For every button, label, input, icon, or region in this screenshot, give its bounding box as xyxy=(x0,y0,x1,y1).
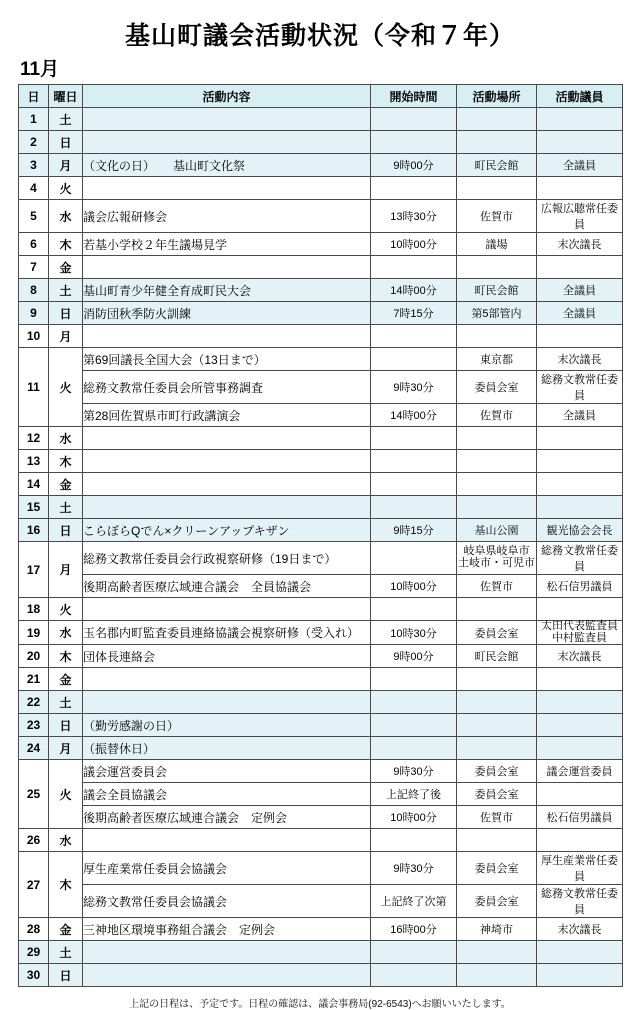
cell-members: 太田代表監査員 中村監査員 xyxy=(537,621,623,645)
cell-activity xyxy=(83,964,371,987)
cell-place xyxy=(457,598,537,621)
cell-activity xyxy=(83,598,371,621)
cell-place: 神埼市 xyxy=(457,918,537,941)
cell-members: 議会運営委員 xyxy=(537,760,623,783)
cell-day: 2 xyxy=(19,131,49,154)
table-row xyxy=(19,496,623,519)
cell-activity: 後期高齢者医療広域連合議会 定例会 xyxy=(83,806,371,829)
cell-start-time xyxy=(371,348,457,371)
cell-day: 11 xyxy=(19,348,49,427)
table-row xyxy=(19,885,623,918)
table-row xyxy=(19,427,623,450)
cell-start-time: 14時00分 xyxy=(371,404,457,427)
table-row xyxy=(19,783,623,806)
cell-start-time xyxy=(371,737,457,760)
cell-members: 末次議長 xyxy=(537,233,623,256)
table-row xyxy=(19,348,623,371)
cell-activity xyxy=(83,177,371,200)
cell-weekday: 土 xyxy=(49,941,83,964)
header-activity: 活動内容 xyxy=(83,85,371,108)
cell-day: 7 xyxy=(19,256,49,279)
cell-place: 佐賀市 xyxy=(457,575,537,598)
cell-activity: 三神地区環境事務組合議会 定例会 xyxy=(83,918,371,941)
cell-activity xyxy=(83,473,371,496)
cell-start-time xyxy=(371,714,457,737)
table-row xyxy=(19,829,623,852)
cell-weekday: 金 xyxy=(49,668,83,691)
table-row xyxy=(19,233,623,256)
cell-start-time: 上記終了後 xyxy=(371,783,457,806)
cell-members xyxy=(537,325,623,348)
cell-weekday: 金 xyxy=(49,473,83,496)
cell-place: 佐賀市 xyxy=(457,404,537,427)
cell-activity: 後期高齢者医療広域連合議会 全員協議会 xyxy=(83,575,371,598)
cell-place: 町民会館 xyxy=(457,279,537,302)
cell-day: 19 xyxy=(19,621,49,645)
cell-day: 3 xyxy=(19,154,49,177)
table-row xyxy=(19,177,623,200)
cell-place xyxy=(457,737,537,760)
cell-place xyxy=(457,691,537,714)
cell-day: 29 xyxy=(19,941,49,964)
cell-day: 4 xyxy=(19,177,49,200)
cell-activity: （振替休日） xyxy=(83,737,371,760)
cell-weekday: 月 xyxy=(49,325,83,348)
cell-day: 15 xyxy=(19,496,49,519)
cell-place: 委員会室 xyxy=(457,371,537,404)
cell-day: 21 xyxy=(19,668,49,691)
cell-activity: 議会運営委員会 xyxy=(83,760,371,783)
cell-weekday: 水 xyxy=(49,427,83,450)
cell-weekday: 月 xyxy=(49,542,83,598)
cell-place: 町民会館 xyxy=(457,645,537,668)
cell-day: 10 xyxy=(19,325,49,348)
cell-day: 22 xyxy=(19,691,49,714)
cell-weekday: 木 xyxy=(49,852,83,918)
table-row xyxy=(19,964,623,987)
cell-weekday: 日 xyxy=(49,519,83,542)
cell-weekday: 日 xyxy=(49,714,83,737)
table-row xyxy=(19,852,623,885)
cell-members xyxy=(537,714,623,737)
table-row xyxy=(19,302,623,325)
table-row xyxy=(19,918,623,941)
cell-activity: 議会広報研修会 xyxy=(83,200,371,233)
cell-activity xyxy=(83,427,371,450)
cell-start-time: 9時15分 xyxy=(371,519,457,542)
table-row xyxy=(19,542,623,575)
cell-members xyxy=(537,691,623,714)
cell-place: 委員会室 xyxy=(457,852,537,885)
cell-day: 20 xyxy=(19,645,49,668)
table-body xyxy=(19,108,623,987)
cell-place: 佐賀市 xyxy=(457,806,537,829)
cell-activity: こらぼらQでん×クリーンアップキザン xyxy=(83,519,371,542)
cell-members: 広報広聴常任委員 xyxy=(537,200,623,233)
cell-day: 5 xyxy=(19,200,49,233)
cell-members: 末次議長 xyxy=(537,645,623,668)
cell-activity: 厚生産業常任委員会協議会 xyxy=(83,852,371,885)
cell-start-time: 10時00分 xyxy=(371,575,457,598)
cell-activity xyxy=(83,496,371,519)
cell-start-time: 7時15分 xyxy=(371,302,457,325)
cell-place xyxy=(457,177,537,200)
cell-weekday: 火 xyxy=(49,760,83,829)
cell-activity: 総務文教常任委員会行政視察研修（19日まで） xyxy=(83,542,371,575)
cell-weekday: 日 xyxy=(49,131,83,154)
cell-start-time xyxy=(371,829,457,852)
cell-day: 26 xyxy=(19,829,49,852)
table-row xyxy=(19,760,623,783)
cell-start-time xyxy=(371,427,457,450)
cell-members xyxy=(537,177,623,200)
cell-day: 24 xyxy=(19,737,49,760)
month-label: 11月 xyxy=(20,59,60,80)
cell-members: 松石信男議員 xyxy=(537,575,623,598)
table-row xyxy=(19,404,623,427)
cell-weekday: 水 xyxy=(49,200,83,233)
cell-activity xyxy=(83,108,371,131)
footer-note: 上記の日程は、予定です。日程の確認は、議会事務局(92-6543)へお願いいたします。 xyxy=(129,999,511,1010)
cell-activity: 総務文教常任委員会所管事務調査 xyxy=(83,371,371,404)
cell-weekday: 水 xyxy=(49,621,83,645)
cell-start-time xyxy=(371,256,457,279)
cell-start-time: 10時30分 xyxy=(371,621,457,645)
table-row xyxy=(19,645,623,668)
cell-day: 14 xyxy=(19,473,49,496)
cell-place: 基山公園 xyxy=(457,519,537,542)
cell-start-time: 14時00分 xyxy=(371,279,457,302)
table-row xyxy=(19,200,623,233)
table-row xyxy=(19,621,623,645)
cell-weekday: 土 xyxy=(49,496,83,519)
cell-weekday: 土 xyxy=(49,691,83,714)
cell-activity: （文化の日） 基山町文化祭 xyxy=(83,154,371,177)
cell-activity xyxy=(83,256,371,279)
cell-activity: （勤労感謝の日） xyxy=(83,714,371,737)
cell-start-time: 9時30分 xyxy=(371,760,457,783)
cell-weekday: 水 xyxy=(49,829,83,852)
cell-day: 25 xyxy=(19,760,49,829)
cell-start-time xyxy=(371,325,457,348)
cell-start-time xyxy=(371,473,457,496)
cell-start-time xyxy=(371,108,457,131)
cell-members xyxy=(537,737,623,760)
table-row xyxy=(19,737,623,760)
cell-place xyxy=(457,256,537,279)
cell-members xyxy=(537,668,623,691)
cell-weekday: 月 xyxy=(49,154,83,177)
cell-members xyxy=(537,108,623,131)
cell-place: 東京都 xyxy=(457,348,537,371)
cell-day: 18 xyxy=(19,598,49,621)
cell-weekday: 金 xyxy=(49,256,83,279)
cell-start-time: 10時00分 xyxy=(371,233,457,256)
cell-start-time: 9時00分 xyxy=(371,154,457,177)
cell-members: 観光協会会長 xyxy=(537,519,623,542)
cell-start-time xyxy=(371,691,457,714)
cell-weekday: 金 xyxy=(49,918,83,941)
cell-members xyxy=(537,427,623,450)
cell-start-time: 16時00分 xyxy=(371,918,457,941)
cell-weekday: 土 xyxy=(49,279,83,302)
cell-place xyxy=(457,325,537,348)
table-row xyxy=(19,473,623,496)
cell-start-time: 9時00分 xyxy=(371,645,457,668)
activity-schedule-table xyxy=(18,84,623,987)
table-row xyxy=(19,108,623,131)
cell-weekday: 月 xyxy=(49,737,83,760)
cell-members: 厚生産業常任委員 xyxy=(537,852,623,885)
cell-start-time xyxy=(371,598,457,621)
table-row xyxy=(19,325,623,348)
table-row xyxy=(19,598,623,621)
cell-members xyxy=(537,783,623,806)
cell-weekday: 火 xyxy=(49,177,83,200)
cell-day: 8 xyxy=(19,279,49,302)
cell-members xyxy=(537,131,623,154)
cell-activity: 第69回議長全国大会（13日まで） xyxy=(83,348,371,371)
table-row xyxy=(19,131,623,154)
cell-activity: 議会全員協議会 xyxy=(83,783,371,806)
cell-start-time xyxy=(371,450,457,473)
table-header xyxy=(19,85,623,108)
cell-members: 全議員 xyxy=(537,404,623,427)
table-row xyxy=(19,279,623,302)
cell-weekday: 土 xyxy=(49,108,83,131)
cell-start-time xyxy=(371,542,457,575)
cell-members: 松石信男議員 xyxy=(537,806,623,829)
cell-weekday: 木 xyxy=(49,645,83,668)
cell-activity xyxy=(83,829,371,852)
cell-members xyxy=(537,256,623,279)
cell-activity: 第28回佐賀県市町行政講演会 xyxy=(83,404,371,427)
cell-day: 13 xyxy=(19,450,49,473)
table-row xyxy=(19,256,623,279)
cell-weekday: 火 xyxy=(49,598,83,621)
cell-start-time xyxy=(371,131,457,154)
cell-weekday: 日 xyxy=(49,964,83,987)
cell-members: 全議員 xyxy=(537,154,623,177)
cell-start-time: 上記終了次第 xyxy=(371,885,457,918)
table-row xyxy=(19,714,623,737)
table-row xyxy=(19,450,623,473)
header-day: 日 xyxy=(19,85,49,108)
cell-members xyxy=(537,829,623,852)
cell-activity: 若基小学校２年生議場見学 xyxy=(83,233,371,256)
cell-day: 1 xyxy=(19,108,49,131)
cell-place xyxy=(457,450,537,473)
cell-place: 第5部管内 xyxy=(457,302,537,325)
cell-place xyxy=(457,131,537,154)
header-start-time: 開始時間 xyxy=(371,85,457,108)
cell-members: 総務文教常任委員 xyxy=(537,542,623,575)
cell-day: 17 xyxy=(19,542,49,598)
table-row xyxy=(19,575,623,598)
cell-place xyxy=(457,473,537,496)
cell-activity: 基山町青少年健全育成町民大会 xyxy=(83,279,371,302)
cell-members: 総務文教常任委員 xyxy=(537,885,623,918)
cell-members: 総務文教常任委員 xyxy=(537,371,623,404)
cell-day: 23 xyxy=(19,714,49,737)
cell-place: 委員会室 xyxy=(457,783,537,806)
cell-activity xyxy=(83,450,371,473)
cell-place xyxy=(457,427,537,450)
cell-place: 佐賀市 xyxy=(457,200,537,233)
cell-place xyxy=(457,496,537,519)
cell-place xyxy=(457,108,537,131)
cell-place xyxy=(457,941,537,964)
cell-activity xyxy=(83,131,371,154)
table-row xyxy=(19,371,623,404)
cell-members xyxy=(537,598,623,621)
cell-place: 町民会館 xyxy=(457,154,537,177)
cell-start-time: 9時30分 xyxy=(371,371,457,404)
cell-weekday: 日 xyxy=(49,302,83,325)
cell-activity: 団体長連絡会 xyxy=(83,645,371,668)
cell-activity xyxy=(83,668,371,691)
cell-day: 12 xyxy=(19,427,49,450)
cell-day: 30 xyxy=(19,964,49,987)
cell-day: 9 xyxy=(19,302,49,325)
table-row xyxy=(19,691,623,714)
cell-place: 委員会室 xyxy=(457,885,537,918)
cell-day: 28 xyxy=(19,918,49,941)
cell-weekday: 火 xyxy=(49,348,83,427)
cell-members xyxy=(537,450,623,473)
cell-start-time xyxy=(371,964,457,987)
cell-start-time xyxy=(371,668,457,691)
cell-members: 全議員 xyxy=(537,279,623,302)
table-row xyxy=(19,519,623,542)
table-row xyxy=(19,154,623,177)
cell-start-time: 10時00分 xyxy=(371,806,457,829)
cell-start-time xyxy=(371,941,457,964)
cell-activity xyxy=(83,941,371,964)
cell-members xyxy=(537,473,623,496)
cell-place: 委員会室 xyxy=(457,621,537,645)
cell-day: 6 xyxy=(19,233,49,256)
cell-activity xyxy=(83,691,371,714)
cell-members xyxy=(537,964,623,987)
cell-activity: 総務文教常任委員会協議会 xyxy=(83,885,371,918)
cell-members: 末次議長 xyxy=(537,348,623,371)
header-weekday: 曜日 xyxy=(49,85,83,108)
table-row xyxy=(19,941,623,964)
cell-start-time: 13時30分 xyxy=(371,200,457,233)
cell-members xyxy=(537,496,623,519)
cell-place xyxy=(457,829,537,852)
header-members: 活動議員 xyxy=(537,85,623,108)
cell-activity xyxy=(83,325,371,348)
cell-place xyxy=(457,964,537,987)
header-row xyxy=(19,85,623,108)
table-row xyxy=(19,806,623,829)
cell-place: 議場 xyxy=(457,233,537,256)
table-row xyxy=(19,668,623,691)
page-title: 基山町議会活動状況（令和７年） xyxy=(124,22,515,50)
cell-members: 全議員 xyxy=(537,302,623,325)
cell-weekday: 木 xyxy=(49,450,83,473)
cell-place xyxy=(457,714,537,737)
cell-day: 27 xyxy=(19,852,49,918)
cell-place: 委員会室 xyxy=(457,760,537,783)
header-place: 活動場所 xyxy=(457,85,537,108)
cell-start-time xyxy=(371,177,457,200)
cell-members xyxy=(537,941,623,964)
cell-activity: 消防団秋季防火訓練 xyxy=(83,302,371,325)
cell-activity: 玉名郡内町監査委員連絡協議会視察研修（受入れ） xyxy=(83,621,371,645)
cell-day: 16 xyxy=(19,519,49,542)
cell-members: 末次議長 xyxy=(537,918,623,941)
cell-start-time xyxy=(371,496,457,519)
cell-place xyxy=(457,668,537,691)
cell-start-time: 9時30分 xyxy=(371,852,457,885)
cell-weekday: 木 xyxy=(49,233,83,256)
cell-place: 岐阜県岐阜市 土岐市・可児市 xyxy=(457,542,537,575)
